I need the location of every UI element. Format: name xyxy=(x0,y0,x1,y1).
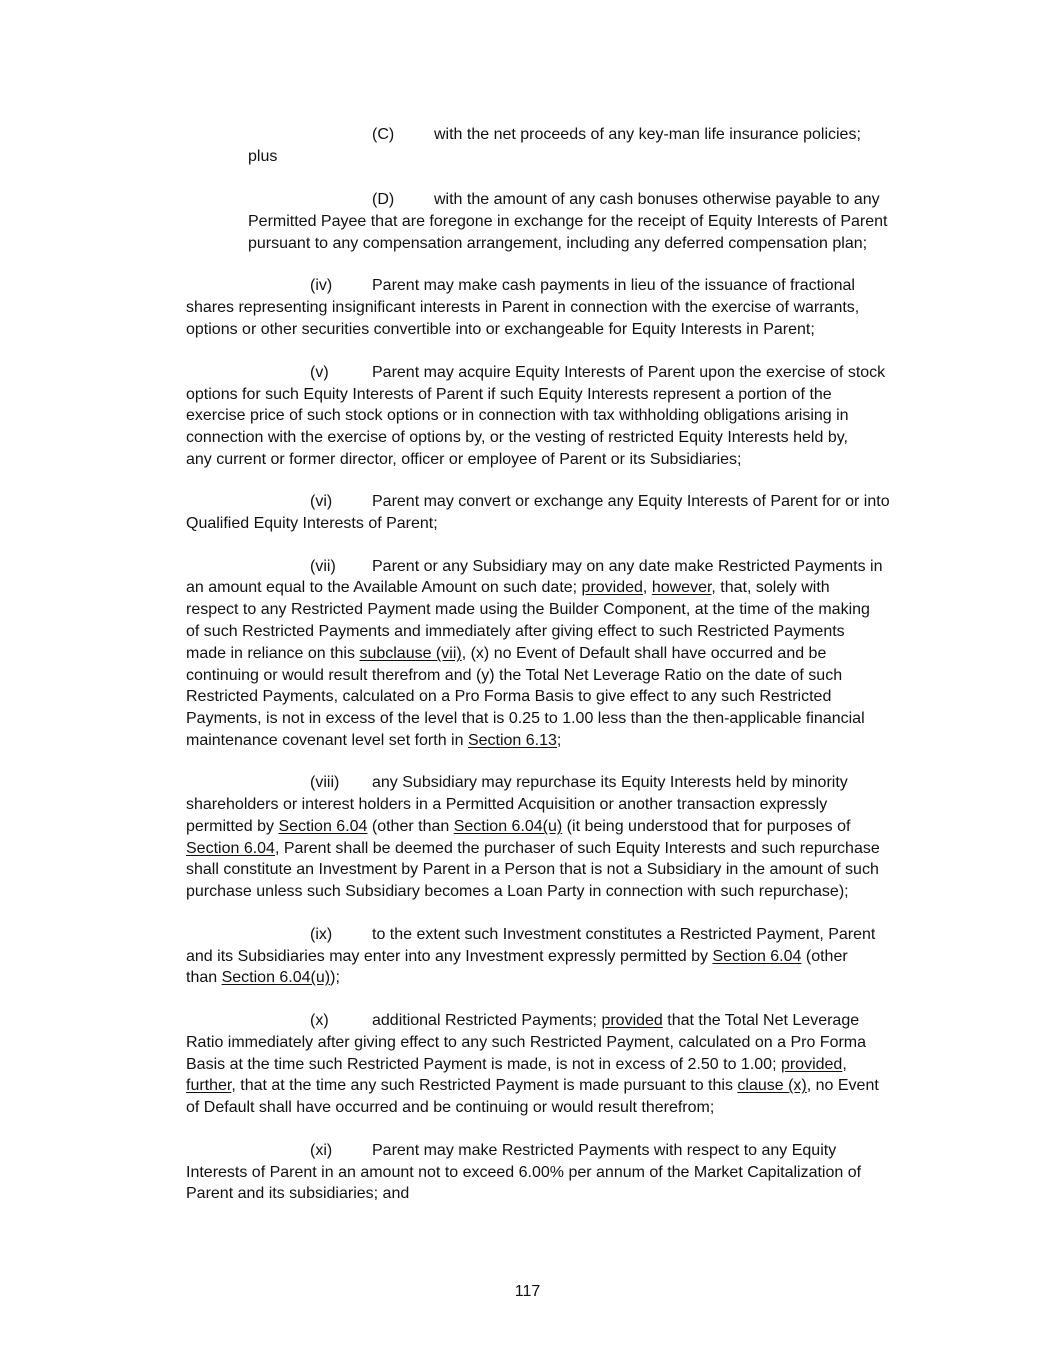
clause-x-line-1: (x) additional Restricted Payments; provided that the Total Net Leverage xyxy=(310,1010,859,1032)
provided-term: provided xyxy=(601,1012,663,1029)
page-number: 117 xyxy=(514,1283,541,1300)
clause-viii-line-4: Section 6.04, Parent shall be deemed the purchaser of such Equity Interests and such repurchase xyxy=(186,840,880,857)
clause-vii-line-2: an amount equal to the Available Amount on such date; provided, however, that, solely with xyxy=(186,579,830,596)
clause-x-line-3: Basis at the time such Restricted Payment is made, is not in excess of 2.50 to 1.00; provided, xyxy=(186,1056,847,1073)
clause-viii-line-2: shareholders or interest holders in a Permitted Acquisition or another transaction expressly xyxy=(186,796,828,813)
clause-c-label: (C) xyxy=(372,126,395,143)
clause-ix-line-3: than Section 6.04(u)); xyxy=(186,969,340,986)
provided-term: provided xyxy=(780,1056,843,1073)
clause-iv-label: (iv) xyxy=(310,277,333,294)
clause-v-label: (v) xyxy=(310,364,329,381)
clause-xi-line-3: Parent and its subsidiaries; and xyxy=(186,1185,410,1202)
clause-ix-label: (ix) xyxy=(310,926,333,943)
clause-vii-line-1: (vii) Parent or any Subsidiary may on any date make Restricted Payments in xyxy=(310,556,882,578)
clause-d-line-2: Permitted Payee that are foregone in exchange for the receipt of Equity Interests of Parent xyxy=(248,213,888,230)
clause-iv-line-2: shares representing insignificant interests in Parent in connection with the exercise of warrants, xyxy=(186,299,860,316)
however-term: however xyxy=(651,579,712,596)
clause-vii-line-4: of such Restricted Payments and immediately after giving effect to such Restricted Payments xyxy=(186,623,845,640)
clause-c-line-1: (C) with the net proceeds of any key-man life insurance policies; xyxy=(372,124,861,146)
clause-vii-line-3: respect to any Restricted Payment made using the Builder Component, at the time of the making xyxy=(186,601,870,618)
clause-v-line-4: connection with the exercise of options by, or the vesting of restricted Equity Interests held by, xyxy=(186,429,848,446)
clause-vii-line-7: Restricted Payments, calculated on a Pro Forma Basis to give effect to any such Restricted xyxy=(186,688,832,705)
clause-vii-label: (vii) xyxy=(310,558,336,575)
clause-d-line-3: pursuant to any compensation arrangement, including any deferred compensation plan; xyxy=(248,235,868,252)
section-6-04-reference: Section 6.04 xyxy=(712,948,802,965)
clause-ix-line-2: and its Subsidiaries may enter into any Investment expressly permitted by Section 6.04 (other xyxy=(186,948,848,965)
clause-iv-line-3: options or other securities convertible into or exchangeable for Equity Interests in Parent; xyxy=(186,321,815,338)
clause-vi-label: (vi) xyxy=(310,493,333,510)
clause-vi-line-1: (vi) Parent may convert or exchange any Equity Interests of Parent for or into xyxy=(310,491,890,513)
clause-vi-line-2: Qualified Equity Interests of Parent; xyxy=(186,515,438,532)
clause-v-line-5: any current or former director, officer or employee of Parent or its Subsidiaries; xyxy=(186,451,742,468)
subclause-vii-reference: subclause (vii) xyxy=(359,645,462,662)
clause-x-label: (x) xyxy=(310,1012,329,1029)
clause-ix-line-1: (ix) to the extent such Investment constitutes a Restricted Payment, Parent xyxy=(310,924,875,946)
section-6-04-reference: Section 6.04 xyxy=(278,818,368,835)
clause-x-line-5: of Default shall have occurred and be continuing or would result therefrom; xyxy=(186,1099,715,1116)
section-6-04u-reference: Section 6.04(u) xyxy=(453,818,563,835)
clause-x-reference: clause (x) xyxy=(737,1077,807,1094)
clause-vii-line-5: made in reliance on this subclause (vii), (x) no Event of Default shall have occurred and be xyxy=(186,645,827,662)
clause-v-line-2: options for such Equity Interests of Parent if such Equity Interests represent a portion of the xyxy=(186,386,832,403)
clause-vii-line-9: maintenance covenant level set forth in Section 6.13; xyxy=(186,732,562,749)
clause-vii-line-8: Payments, is not in excess of the level that is 0.25 to 1.00 less than the then-applicable financial xyxy=(186,710,865,727)
clause-viii-line-6: purchase unless such Subsidiary becomes a Loan Party in connection with such repurchase); xyxy=(186,883,849,900)
clause-xi-line-1: (xi) Parent may make Restricted Payments with respect to any Equity xyxy=(310,1140,836,1162)
clause-vii-line-6: continuing or would result therefrom and (y) the Total Net Leverage Ratio on the date of such xyxy=(186,667,843,684)
clause-v-line-1: (v) Parent may acquire Equity Interests of Parent upon the exercise of stock xyxy=(310,362,885,384)
clause-d-label: (D) xyxy=(372,191,395,208)
clause-v-line-3: exercise price of such stock options or in connection with tax withholding obligations arising in xyxy=(186,407,849,424)
clause-viii-line-3: permitted by Section 6.04 (other than Section 6.04(u) (it being understood that for purposes of xyxy=(186,818,851,835)
clause-x-line-2: Ratio immediately after giving effect to any such Restricted Payment, calculated on a Pro Forma xyxy=(186,1034,867,1051)
clause-xi-label: (xi) xyxy=(310,1142,333,1159)
clause-viii-line-1: (viii) any Subsidiary may repurchase its Equity Interests held by minority xyxy=(310,772,848,794)
section-6-04u-reference: Section 6.04(u) xyxy=(221,969,331,986)
clause-c-plus: plus xyxy=(248,148,278,165)
section-6-04-reference: Section 6.04 xyxy=(186,840,275,857)
clause-xi-line-2: Interests of Parent in an amount not to exceed 6.00% per annum of the Market Capitalization of xyxy=(186,1164,862,1181)
clause-d-line-1: (D) with the amount of any cash bonuses otherwise payable to any xyxy=(372,189,880,211)
section-6-13-reference: Section 6.13 xyxy=(467,732,557,749)
clause-viii-label: (viii) xyxy=(310,774,340,791)
clause-iv-line-1: (iv) Parent may make cash payments in lieu of the issuance of fractional xyxy=(310,275,855,297)
further-term: further xyxy=(186,1077,232,1094)
provided-term: provided xyxy=(581,579,643,596)
clause-x-line-4: further, that at the time any such Restricted Payment is made pursuant to this clause (x), no Event xyxy=(186,1077,879,1094)
clause-viii-line-5: shall constitute an Investment by Parent in a Person that is not a Subsidiary in the amount of such xyxy=(186,861,879,878)
